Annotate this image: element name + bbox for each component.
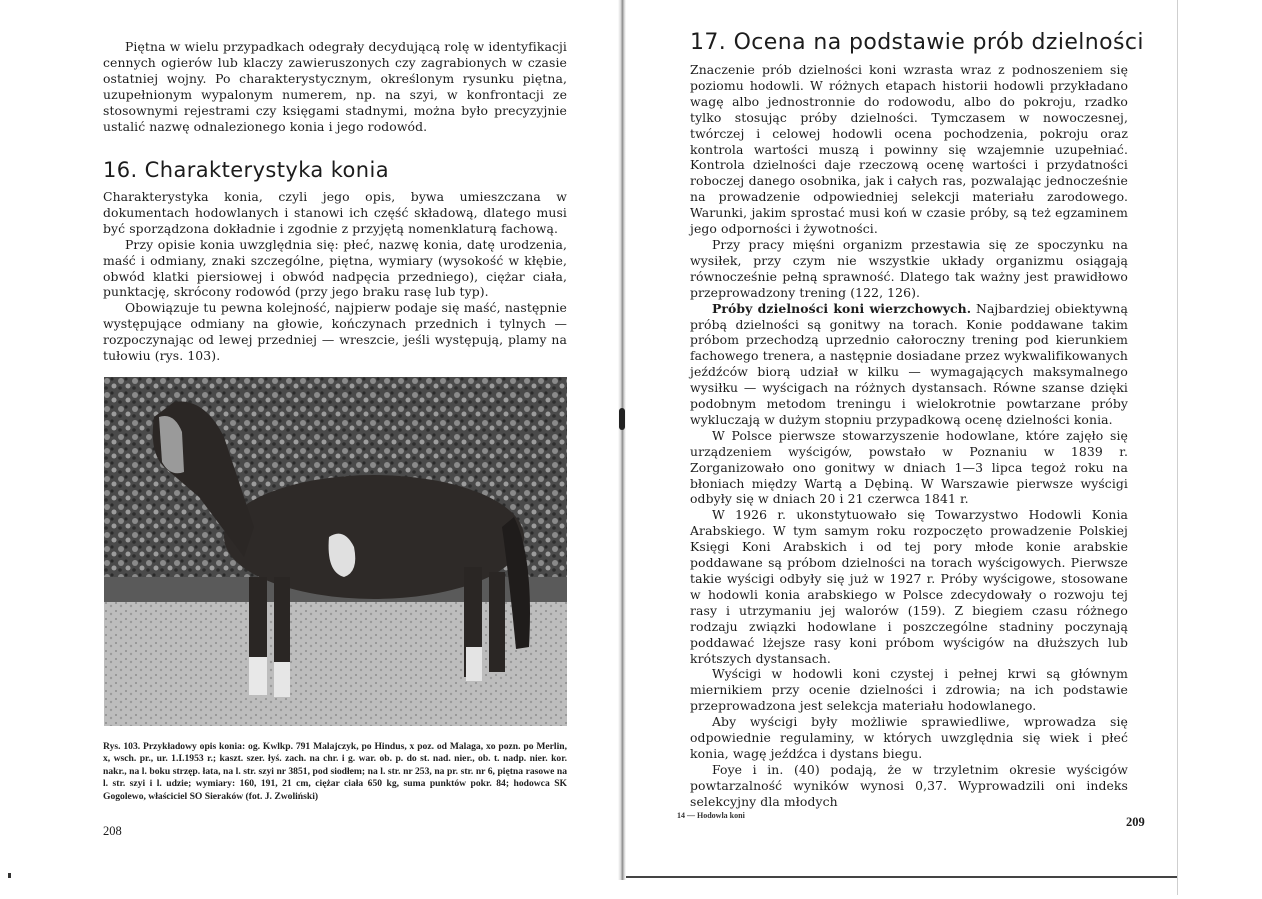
paragraph: Wyścigi w hodowli koni czystej i pełnej krwi są głównym miernikiem przy ocenie dzielności i zdrowia; na ich podstawie przeprowadzona jest selekcja materiału hodowlanego. [690,666,1128,714]
page-number-left: 208 [103,824,122,838]
paragraph-with-bold-lead [690,301,1128,428]
footer-note: 14 — Hodowla koni [677,811,745,820]
section-16-body [103,189,567,364]
paragraph: Foye i in. (40) podają, że w trzyletnim okresie wyścigów powtarzalność wyników wynosi 0,37. Wyprowadzili oni indeks selekcyjny dla młodych [690,761,1128,809]
paragraph: Charakterystyka konia, czyli jego opis, bywa umieszczana w dokumentach hodowlanych i stanowi ich część składową, dlatego musi być sporządzona dokładnie i zgodnie z przyjętą nomenklaturą fachową. [103,189,567,236]
paragraph: Aby wyścigi były możliwie sprawiedliwe, wprowadza się odpowiednie regulaminy, w których uwzględnia się wiek i płeć konia, wagę jeźdźca i dystans biegu. [690,714,1128,761]
left-page [0,0,622,899]
page-number-right: 209 [1126,815,1145,829]
horse-photo [104,377,567,726]
paragraph: Znaczenie prób dzielności koni wzrasta wraz z podnoszeniem się poziomu hodowli. W różnych etapach historii hodowli przykładano wagę albo jednostronnie do rodowodu, albo do pokroju, rzadko tylko stosując próby dzielności. Tymczasem w nowoczesnej, twórczej i celowej hodowli ocena pochodzenia, pokroju oraz kontrola wartości muszą i powinny się wzajemnie uzupełniać. Kontrola dzielności daje rzeczową ocenę wartości i przydatności roboczej danego osobnika, jak i całych ras, pozwalając jednocześnie na prowadzenie odpowiedniej selekcji materiału zarodowego. Warunki, jakim sprostać musi koń w czasie próby, są też egzaminem jego odporności i żywotności. [690,62,1128,237]
paragraph: W Polsce pierwsze stowarzyszenie hodowlane, które zajęło się urządzeniem wyścigów, powstało w Poznaniu w 1839 r. Zorganizowało ono gonitwy w dniach 1—3 lipca tegoż roku na błoniach między Wartą a Dębiną. W Warszawie pierwsze wyścigi odbyły się w dniach 20 i 21 czerwca 1841 r. [690,427,1128,507]
paragraph: Przy pracy mięśni organizm przestawia się ze spoczynku na wysiłek, przy czym nie wszystkie układy organizmu osiągają równocześnie pełną sprawność. Dlatego tak ważny jest prawidłowo przeprowadzony trening (122, 126). [690,236,1128,300]
intro-paragraph: Piętna w wielu przypadkach odegrały decydującą rolę w identyfikacji cennych ogierów lub klaczy zawieruszonych czy zagrabionych w czasie ostatniej wojny. Po charakterystycznym, określonym rysunku piętna, uzupełnionym wypalonym numerem, np. na szyi, w konfrontacji ze stosownymi rejestrami czy księgami stadnymi, można było precyzyjnie ustalić nazwę odnalezionego konia i jego rodowód. [103,39,567,134]
paragraph: Obowiązuje tu pewna kolejność, najpierw podaje się maść, następnie występujące odmiany na głowie, kończynach przednich i tylnych — rozpoczynając od lewej przedniej — wreszcie, jeśli występują, plamy na tułowiu (rys. 103). [103,300,567,364]
figure-caption: Rys. 103. Przykładowy opis konia: og. Kwlkp. 791 Malajczyk, po Hindus, x poz. od Malaga, xo pozn. po Merlin, x, wsch. pr., ur. 1.I.1953 r.; kaszt. szer. łyś. zach. na chr. i g. war. ob. p. do st. nad. nier., ob. t. nadp. nier. kor. nakr., na l. boku strzęp. łata, na l. str. szyi nr 3851, pod siodłem; na l. str. nr 253, na pr. str. nr 6, piętna rasowe na l. str. szyi i l. udzie; wymiary: 160, 191, 21 cm, ciężar ciała 650 kg, suma punktów pokr. 84; hodowca SK Gogolewo, właściciel SO Sieraków (fot. J. Zwoliński) [103,741,567,802]
intro-block [103,39,567,134]
horse-photo-illustration [104,377,567,726]
bold-lead: Próby dzielności koni wierzchowych. [712,300,972,316]
section-heading-17: 17. Ocena na podstawie prób dzielności [690,30,1144,55]
section-17-body [690,62,1128,810]
section-heading-16: 16. Charakterystyka konia [103,158,390,182]
paragraph: Przy opisie konia uwzględnia się: płeć, nazwę konia, datę urodzenia, maść i odmiany, znaki szczególne, piętna, wymiary (wysokość w kłębie, obwód klatki piersiowej i obwód nadpęcia przedniego), ciężar ciała, punktację, skrócony rodowód (przy jego braku rasę lub typ). [103,236,567,300]
paragraph: W 1926 r. ukonstytuowało się Towarzystwo Hodowli Konia Arabskiego. W tym samym roku rozpoczęto prowadzenie Polskiej Księgi Koni Arabskich i od tej pory młode konie arabskie poddawane są próbom dzielności na torach wyścigowych. Pierwsze takie wyścigi odbyły się już w 1927 r. Próby wyścigowe, stosowane w hodowli konia arabskiego w Polsce zdecydowały o rozwoju tej rasy i utrzymaniu jej walorów (159). Z biegiem czasu różnego rodzaju związki hodowlane i poszczególne stadniny poczynają poddawać lżejsze rasy koni próbom wyścigów na dłuższych lub krótszych dystansach. [690,507,1128,666]
paragraph-text: Najbardziej obiektywną próbą dzielności są gonitwy na torach. Konie poddawane takim próbom przechodzą uprzednio całoroczny trening pod kierunkiem fachowego trenera, a następnie dosiadane przez wykwalifikowanych jeźdźców biorą udział w kilku — wymagających maksymalnego wysiłku — wyścigach na różnych dystansach. Równe szanse dzięki podobnym metodom treningu i wielokrotnie powtarzane próby wykluczają w dużym stopniu przypadkową ocenę dzielności konia. [690,300,1128,427]
